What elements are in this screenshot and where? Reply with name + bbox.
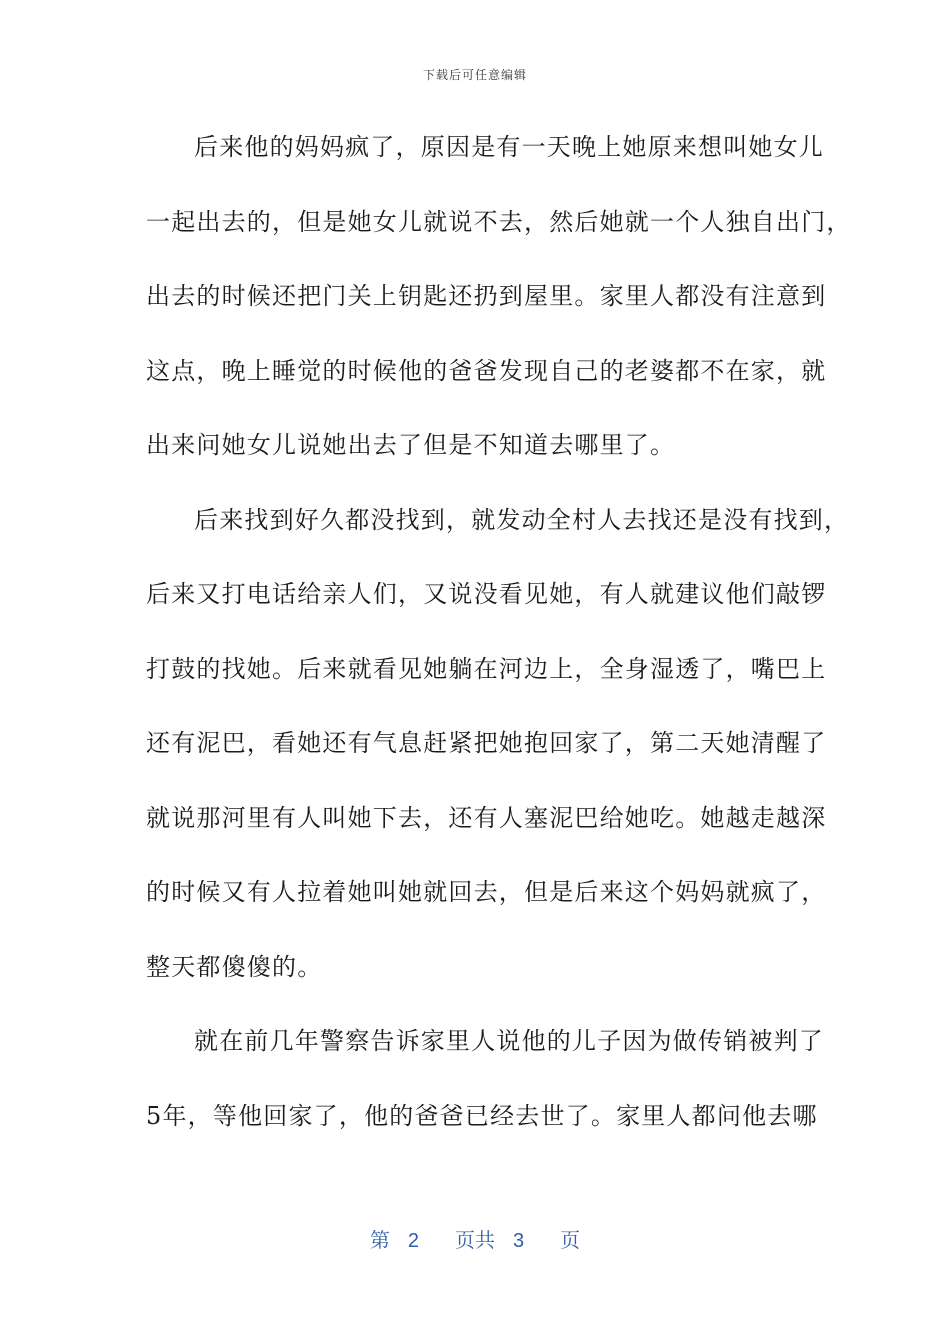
text-line: 的时候又有人拉着她叫她就回去，但是后来这个妈妈就疯了， bbox=[146, 878, 827, 906]
text-line: 出去的时候还把门关上钥匙还扔到屋里。家里人都没有注意到 bbox=[146, 282, 827, 310]
document-body bbox=[146, 110, 852, 1153]
footer-current-page: 2 bbox=[407, 1230, 419, 1252]
page-footer bbox=[0, 1224, 950, 1253]
text-line: 还有泥巴，看她还有气息赶紧把她抱回家了，第二天她清醒了 bbox=[146, 729, 827, 757]
text-line: 一起出去的，但是她女儿就说不去，然后她就一个人独自出门， bbox=[146, 207, 852, 236]
footer-suffix: 页 bbox=[560, 1230, 581, 1252]
text-line: 后来他的妈妈疯了，原因是有一天晚上她原来想叫她女儿 bbox=[194, 133, 824, 161]
text-line: 出来问她女儿说她出去了但是不知道去哪里了。 bbox=[146, 431, 676, 459]
text-line: 就在前几年警察告诉家里人说他的儿子因为做传销被判了 bbox=[194, 1027, 824, 1055]
footer-middle: 页共 bbox=[455, 1230, 495, 1252]
text-line: 5年，等他回家了，他的爸爸已经去世了。家里人都问他去哪 bbox=[146, 1101, 818, 1130]
text-line: 后来又打电话给亲人们，又说没看见她，有人就建议他们敲锣 bbox=[146, 580, 827, 608]
text-line: 后来找到好久都没找到，就发动全村人去找还是没有找到， bbox=[194, 505, 850, 534]
footer-prefix: 第 bbox=[369, 1230, 390, 1252]
footer-total-pages: 3 bbox=[513, 1230, 525, 1252]
text-line: 就说那河里有人叫她下去，还有人塞泥巴给她吃。她越走越深 bbox=[146, 803, 827, 832]
text-line: 打鼓的找她。后来就看见她躺在河边上，全身湿透了，嘴巴上 bbox=[146, 654, 827, 683]
text-line: 整天都傻傻的。 bbox=[146, 952, 323, 981]
header-note: 下载后可任意编辑 bbox=[422, 68, 527, 82]
text-line: 这点，晚上睡觉的时候他的爸爸发现自己的老婆都不在家，就 bbox=[146, 356, 827, 385]
